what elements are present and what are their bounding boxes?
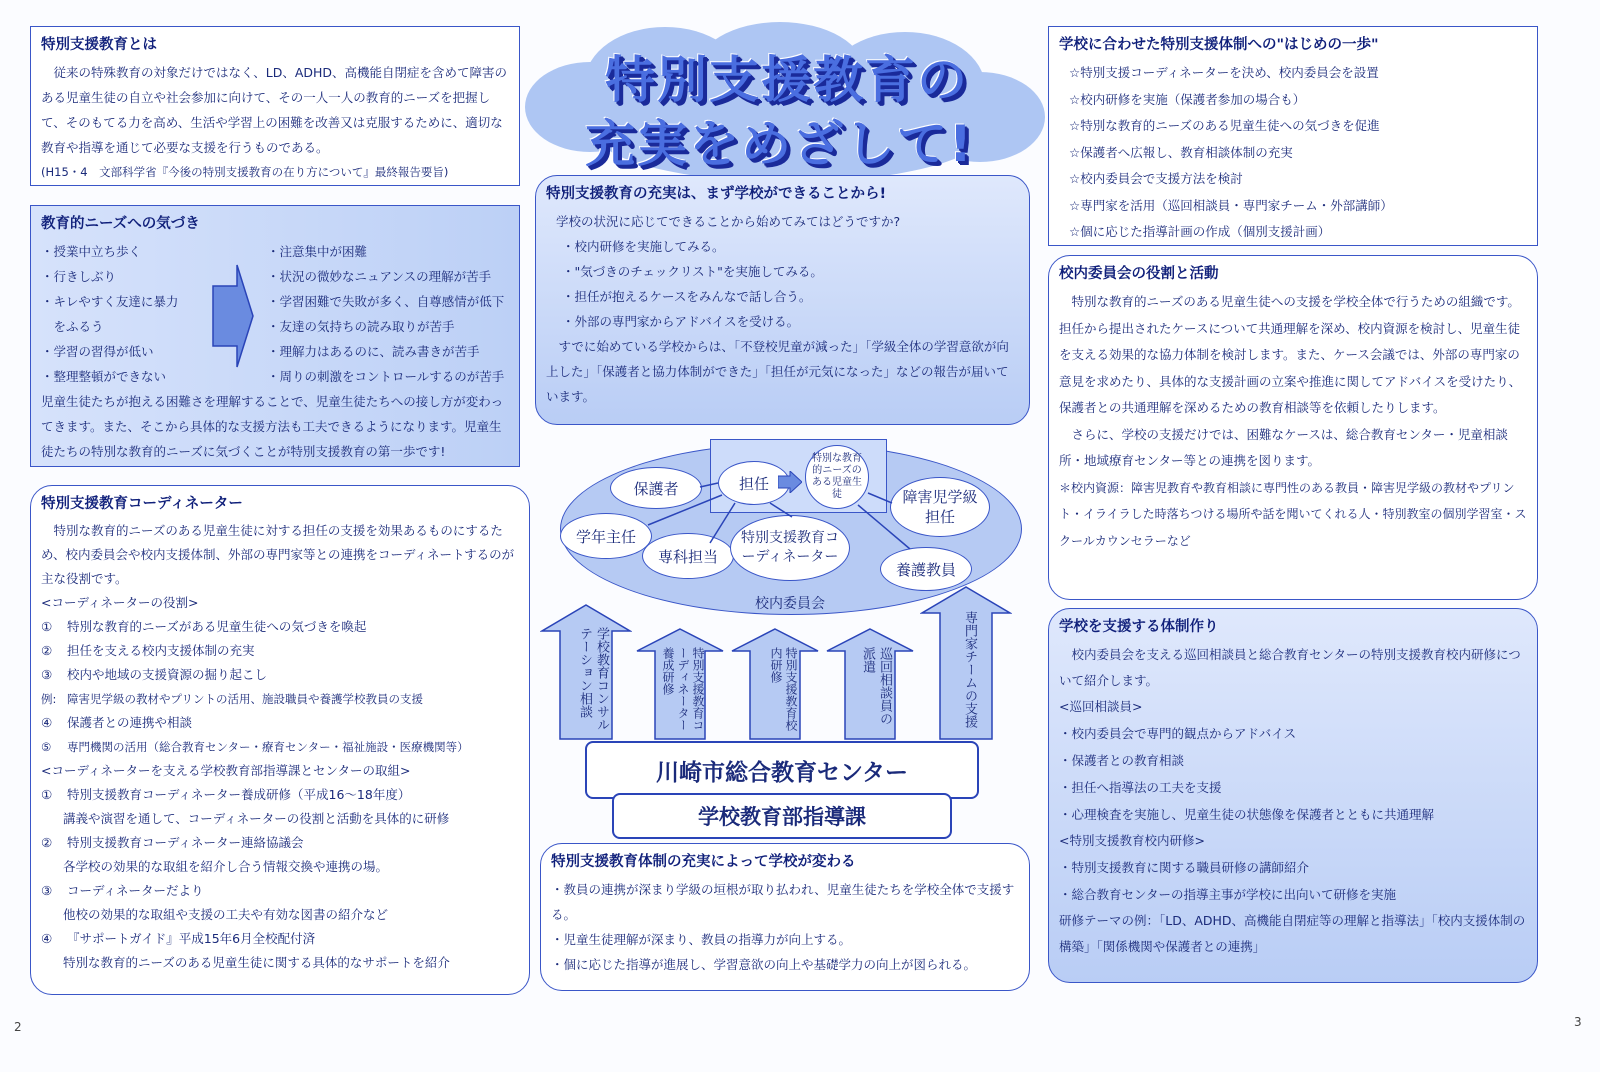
first-step-list <box>1059 60 1527 246</box>
list-item-sub: 講義や演習を通して、コーディネーターの役割と活動を具体的に研修 <box>63 811 450 826</box>
up-arrow-expert-team: 専門家チームの支援 <box>920 585 1012 741</box>
change-item-2: ・児童生徒理解が深まり、教員の指導力が向上する。 <box>551 932 852 947</box>
needs-section <box>30 205 520 467</box>
coordinator-heading: 特別支援教育コーディネーター <box>41 496 243 512</box>
up-arrow-coordinator-training: 特別支援教育コーディネーター養成研修 <box>635 627 725 741</box>
diagram-needs-child: 特別な教育的ニーズのある児童生徒 <box>805 445 869 509</box>
up-arrow-consultation: 学校教育コンサルテーション相談 <box>540 603 632 741</box>
coordinator-section <box>30 485 530 995</box>
list-item: ・校内委員会で専門的観点からアドバイス <box>1059 726 1297 741</box>
start-heading: 特別支援教育の充実は、まず学校ができることから! <box>546 186 887 202</box>
list-item: ・キレやすく友達に暴力 <box>41 294 179 309</box>
list-item: ・外部の専門家からアドバイスを受ける。 <box>562 314 800 329</box>
coordinator-intro: 特別な教育的ニーズのある児童生徒に対する担任の支援を効果あるものにするため、校内委員会や校内支援体制、外部の専門家等との連携をコーディネートするのが主な役割です。 <box>41 523 515 586</box>
committee-p1: 特別な教育的ニーズのある児童生徒への支援を学校全体で行うための組織です。担任から提出されたケースについて共通理解を深め、校内資源を検討し、児童生徒を支える効果的な協力体制を検討します。また、ケース会議では、外部の専門家の意見を求めたり、具体的な支援計画の立案や推進に関してアドバイスを受けたり、保護者との共通理解を深めるための教育相談等を依頼したりします。 <box>1059 294 1522 415</box>
page-number-right: 3 <box>1574 1015 1582 1029</box>
committee-heading: 校内委員会の役割と活動 <box>1059 266 1219 282</box>
support-section <box>1048 608 1538 983</box>
list-item: ・学習の習得が低い <box>41 344 154 359</box>
support-list1 <box>1059 720 1527 828</box>
right-arrow-icon <box>211 261 255 371</box>
list-item-sub: 各学校の効果的な取組を紹介し合う情報交換や連携の場。 <box>63 859 389 874</box>
list-item: ・状況の微妙なニュアンスの理解が苦手 <box>267 269 492 284</box>
list-item: ・行きしぶり <box>41 269 117 284</box>
needs-left-list <box>41 239 211 389</box>
start-lead: 学校の状況に応じてできることから始めてみてはどうですか? <box>556 214 901 229</box>
support-heading: 学校を支援する体制作り <box>1059 619 1219 635</box>
list-item: ④ 保護者との連携や相談 <box>41 715 193 730</box>
support-themes: 研修テーマの例：「LD、ADHD、高機能自閉症等の理解と指導法」「校内支援体制の構築」「関係機関や保護者との連携」 <box>1059 913 1526 954</box>
start-list <box>546 234 1019 334</box>
center-division: 学校教育部指導課 <box>612 793 952 839</box>
list-item: ☆校内研修を実施（保護者参加の場合も） <box>1069 91 1306 107</box>
change-heading: 特別支援教育体制の充実によって学校が変わる <box>551 854 856 870</box>
list-item: をふるう <box>41 319 104 334</box>
list-item-sub: 他校の効果的な取組や支援の工夫や有効な図書の紹介など <box>63 907 389 922</box>
list-item: ・校内研修を実施してみる。 <box>562 239 725 254</box>
up-arrow-consultant-dispatch: 巡回相談員の派遣 <box>825 627 915 741</box>
support-sub2: <特別支援教育校内研修> <box>1059 833 1205 848</box>
list-item: ・総合教育センターの指導主事が学校に出向いて研修を実施 <box>1059 887 1397 902</box>
list-item: ② 特別支援教育コーディネーター連絡協議会 <box>41 835 304 850</box>
up-arrow-school-training: 特別支援教育校内研修 <box>730 627 820 741</box>
support-sub1: <巡回相談員> <box>1059 699 1143 714</box>
needs-heading: 教育的ニーズへの気づき <box>41 216 200 232</box>
support-diagram <box>540 435 1040 835</box>
start-section <box>535 175 1030 425</box>
support-list2 <box>1059 854 1527 908</box>
diagram-grade-head: 学年主任 <box>560 513 652 559</box>
about-body: 従来の特殊教育の対象だけではなく、LD、ADHD、高機能自閉症を含めて障害のある児童生徒の自立や社会参加に向けて、その一人一人の教育的ニーズを把握して、そのもてる力を高め、生活や学習上の困難を改善又は克服するために、適切な教育や指導を通じて必要な支援を行うものである。 <box>41 65 508 155</box>
coordinator-roles <box>41 615 519 759</box>
start-result: すでに始めている学校からは、「不登校児童が減った」「学級全体の学習意欲が向上した」「保護者と協力体制ができた」「担任が元気になった」などの報告が届いています。 <box>546 339 1009 404</box>
title-cloud <box>525 22 1045 182</box>
list-item: ① 特別な教育的ニーズがある児童生徒への気づきを喚起 <box>41 619 367 634</box>
needs-right-list <box>267 239 504 389</box>
list-item: ・注意集中が困難 <box>267 244 368 259</box>
list-item: ・周りの刺激をコントロールするのが苦手 <box>267 369 505 384</box>
title-line2: 充実をめざして! <box>585 115 974 173</box>
diagram-guardian: 保護者 <box>610 467 702 509</box>
coordinator-role-heading: <コーディネーターの役割> <box>41 595 199 610</box>
change-section <box>540 843 1030 991</box>
list-item: 例: 障害児学級の教材やプリントの活用、施設職員や養護学校教員の支援 <box>41 692 424 706</box>
list-item: ☆特別な教育的ニーズのある児童生徒への気づきを促進 <box>1069 118 1380 133</box>
diagram-coordinator: 特別支援教育コーディネーター <box>730 515 850 581</box>
list-item: ・心理検査を実施し、児童生徒の状態像を保護者とともに共通理解 <box>1059 807 1435 822</box>
first-step-section <box>1048 26 1538 246</box>
list-item: ・理解力はあるのに、読み書きが苦手 <box>267 344 480 359</box>
list-item: ① 特別支援教育コーディネーター養成研修（平成16〜18年度） <box>41 787 411 802</box>
list-item: ・特別支援教育に関する職員研修の講師紹介 <box>1059 860 1310 875</box>
page-number-left: 2 <box>14 1020 22 1034</box>
support-intro: 校内委員会を支える巡回相談員と総合教育センターの特別支援教育校内研修について紹介します。 <box>1059 647 1521 688</box>
list-item-sub: 特別な教育的ニーズのある児童生徒に関する具体的なサポートを紹介 <box>63 955 450 970</box>
diagram-homeroom: 担任 <box>718 461 790 505</box>
about-heading: 特別支援教育とは <box>41 37 157 53</box>
list-item: ☆保護者へ広報し、教育相談体制の充実 <box>1069 144 1293 160</box>
list-item: ☆特別支援コーディネーターを決め、校内委員会を設置 <box>1069 65 1379 80</box>
list-item: ② 担任を支える校内支援体制の充実 <box>41 643 255 658</box>
list-item: ④ 『サポートガイド』平成15年6月全校配付済 <box>41 931 316 946</box>
committee-p2: さらに、学校の支援だけでは、困難なケースは、総合教育センター・児童相談所・地域療育センター等との連携を図ります。 <box>1059 426 1508 468</box>
list-item: ☆個に応じた指導計画の作成（個別支援計画） <box>1069 224 1331 239</box>
list-item: ☆校内委員会で支援方法を検討 <box>1069 171 1243 186</box>
about-section <box>30 26 520 186</box>
change-item-1: ・教員の連携が深まり学級の垣根が取り払われ、児童生徒たちを学校全体で支援する。 <box>551 882 1015 922</box>
list-item: ・整理整頓ができない <box>41 369 167 384</box>
first-step-heading: 学校に合わせた特別支援体制への"はじめの一歩" <box>1059 37 1379 53</box>
diagram-subject-teacher: 専科担当 <box>642 533 734 579</box>
list-item: ・学習困難で失敗が多く、自尊感情が低下 <box>267 294 505 309</box>
change-item-3: ・個に応じた指導が進展し、学習意欲の向上や基礎学力の向上が図られる。 <box>551 957 977 972</box>
list-item: ・担任が抱えるケースをみんなで話し合う。 <box>562 289 812 304</box>
list-item: ③ 校内や地域の支援資源の掘り起こし <box>41 667 268 682</box>
about-source: (H15・4 文部科学省『今後の特別支援教育の在り方について』最終報告要旨) <box>41 165 449 179</box>
list-item: ・友達の気持ちの読み取りが苦手 <box>267 319 455 334</box>
title-line1: 特別支援教育の <box>605 51 969 109</box>
list-item: ・保護者との教育相談 <box>1059 753 1185 768</box>
list-item: ⑤ 専門機関の活用（総合教育センター・療育センター・福祉施設・医療機関等） <box>41 740 469 754</box>
list-item: ・授業中立ち歩く <box>41 244 142 259</box>
diagram-special-class: 障害児学級担任 <box>890 477 990 537</box>
list-item: ☆専門家を活用（巡回相談員・専門家チーム・外部講師） <box>1069 197 1393 213</box>
diagram-committee-label: 校内委員会 <box>755 596 825 612</box>
coordinator-support-heading: <コーディネーターを支える学校教育部指導課とセンターの取組> <box>41 763 411 778</box>
committee-section <box>1048 255 1538 600</box>
list-item: ・"気づきのチェックリスト"を実施してみる。 <box>562 264 823 279</box>
list-item: ・担任へ指導法の工夫を支援 <box>1059 780 1222 795</box>
list-item: ③ コーディネーターだより <box>41 883 204 898</box>
committee-note: ＊校内資源：障害児教育や教育相談に専門性のある教員・障害児学級の教材やプリント・イライラした時落ちつける場所や話を聞いてくれる人・特別教室の個別学習室・スクールカウンセラーなど <box>1059 480 1527 548</box>
center-kawasaki: 川崎市総合教育センター <box>585 741 979 799</box>
coordinator-supports <box>41 783 519 975</box>
diagram-nurse: 養護教員 <box>880 547 972 591</box>
needs-summary: 児童生徒たちが抱える困難さを理解することで、児童生徒たちへの接し方が変わってきます。また、そこから具体的な支援方法も工夫できるようになります。児童生徒たちの特別な教育的ニーズに気づくことが特別支援教育の第一歩です! <box>41 394 504 459</box>
